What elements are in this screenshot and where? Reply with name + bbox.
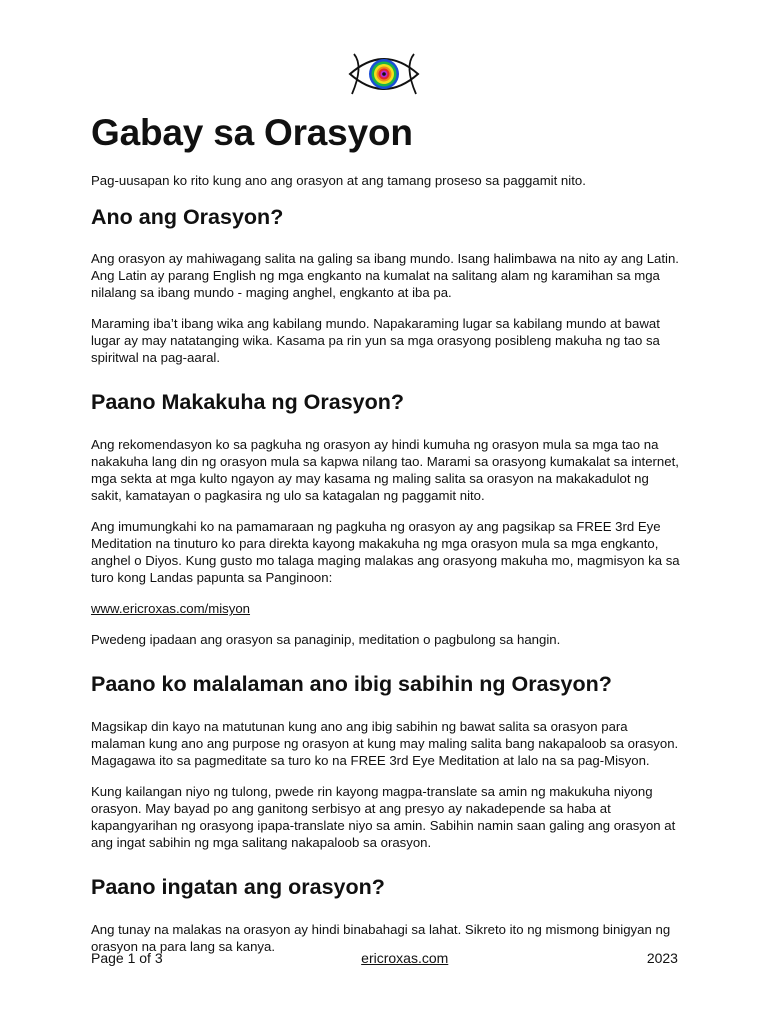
section-heading: Paano ingatan ang orasyon?	[91, 874, 385, 899]
intro-paragraph: Pag-uusapan ko rito kung ano ang orasyon at ang tamang proseso sa paggamit nito.	[91, 172, 586, 188]
section-paragraph: Magsikap din kayo na matutunan kung ano ang ibig sabihin ng bawat salita sa orasyon para malaman kung ano ang purpose ng orasyon at kung may maling salita bang nakapaloob sa orasyon. Magagawa ito sa pagmeditate sa turo ko na FREE 3rd Eye Meditation at lalo na sa pag-Misyon.	[91, 718, 679, 768]
section-ibig-sabihin	[91, 672, 681, 851]
footer-year: 2023	[646, 950, 678, 966]
third-eye-logo-icon	[344, 48, 424, 100]
section-paragraph: Pwedeng ipadaan ang orasyon sa panaginip, meditation o pagbulong sa hangin.	[91, 632, 561, 648]
misyon-link[interactable]: www.ericroxas.com/misyon	[91, 601, 251, 617]
page-number: Page 1 of 3	[91, 950, 163, 966]
section-paragraph: Ang orasyon ay mahiwagang salita na galing sa ibang mundo. Isang halimbawa na nito ay ang Latin. Ang Latin ay parang English ng mga engkanto na kumalat na salitang alam ng karamihan sa mga nilalang sa ibang mundo - maging anghel, engkanto at iba pa.	[91, 251, 679, 301]
section-heading: Ano ang Orasyon?	[91, 204, 284, 229]
document-title: Gabay sa Orasyon	[91, 112, 413, 153]
footer-site-link[interactable]: ericroxas.com	[361, 950, 449, 966]
section-paragraph: Maraming iba’t ibang wika ang kabilang mundo. Napakaraming lugar sa kabilang mundo at bawat lugar ay may natatanging wika. Kasama pa rin yun sa mga orasyong posibleng makuha ng tao sa spiritwal na pag-aaral.	[91, 316, 660, 366]
section-heading: Paano ko malalaman ano ibig sabihin ng Orasyon?	[91, 672, 612, 697]
section-paragraph: Ang tunay na malakas na orasyon ay hindi binabahagi sa lahat. Sikreto ito ng mismong binigyan ng orasyon na para lang sa kanya.	[91, 921, 671, 954]
section-paragraph: Ang rekomendasyon ko sa pagkuha ng orasyon ay hindi kumuha ng orasyon mula sa mga tao na nakakuha lang din ng orasyon mula sa kapwa nilang tao. Marami sa orasyong kumakalat sa internet, mga sekta at mga kulto ngayon ay may kasama ng maling salita sa orasyon na makakadulot ng sakit, kamatayan o pagkasira ng ulo sa katagalan ng paggamit nito.	[91, 437, 679, 504]
section-paragraph: Ang imumungkahi ko na pamamaraan ng pagkuha ng orasyon ay ang pagsikap sa FREE 3rd Eye Meditation na tinuturo ko para direkta kayong makakuha ng mga orasyon mula sa mga engkanto, anghel o Diyos. Kung gusto mo talaga maging malakas ang orasyong makuha mo, magmisyon ka sa turo kong Landas papunta sa Panginoon:	[91, 519, 680, 586]
misyon-link-paragraph	[91, 600, 681, 617]
section-paano-makakuha	[91, 390, 681, 648]
section-paragraph: Kung kailangan niyo ng tulong, pwede rin kayong magpa-translate sa amin ng makukuha niyong orasyon. May bayad po ang ganitong serbisyo at ang presyo ay nakadepende sa haba at kapangyarihan ng orasyong ipapa-translate niyo sa amin. Sabihin namin saan galing ang orasyon at ang ingat sabihin ng mga salitang nakapaloob sa orasyon.	[91, 783, 676, 850]
section-heading: Paano Makakuha ng Orasyon?	[91, 390, 405, 415]
section-ingatan	[91, 875, 681, 955]
section-ano-ang-orasyon	[91, 205, 681, 367]
page-footer	[91, 950, 678, 966]
document-body	[91, 112, 681, 969]
